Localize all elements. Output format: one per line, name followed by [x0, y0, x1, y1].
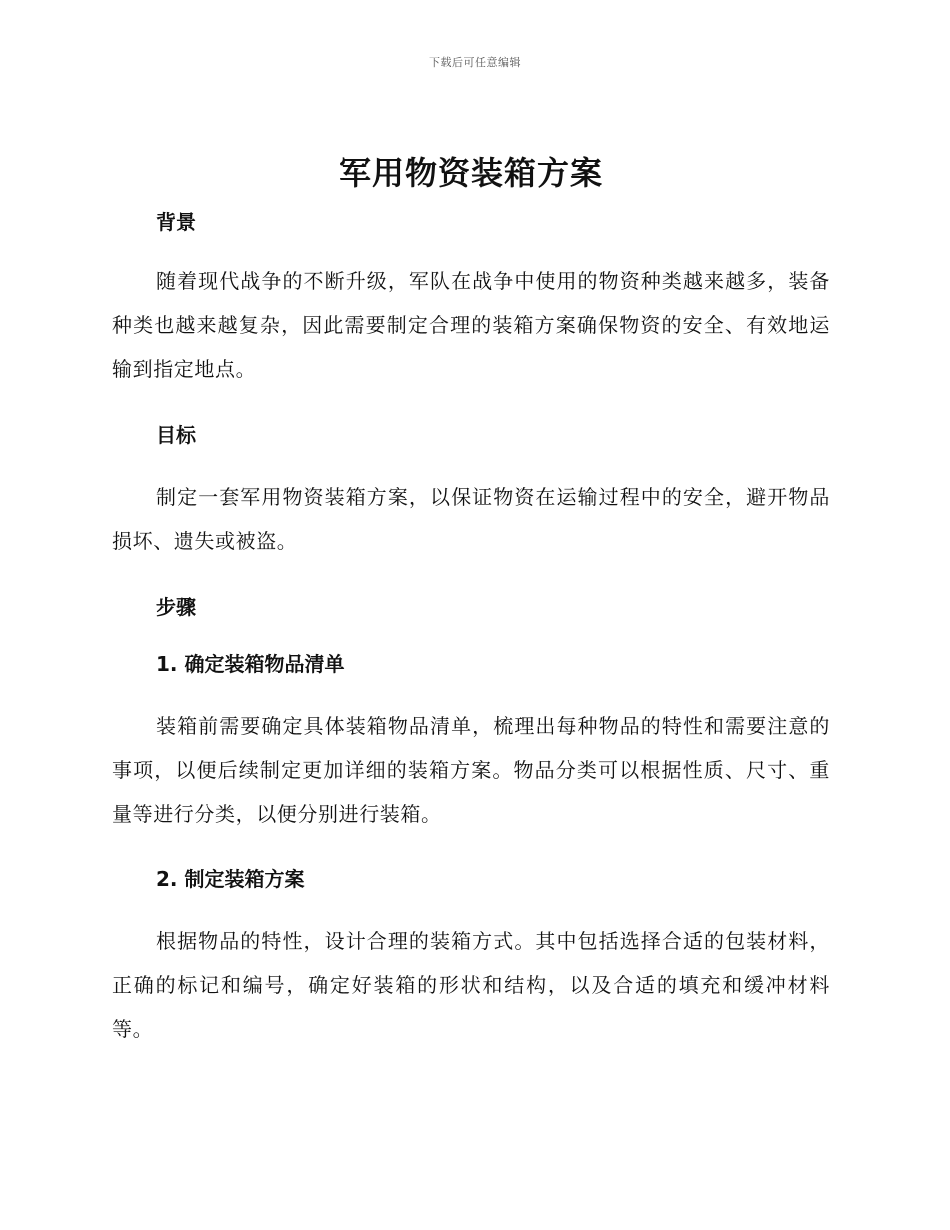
section-heading-background: 背景: [156, 210, 196, 234]
document-body: [112, 148, 830, 1051]
section-heading-goal: 目标: [156, 423, 196, 447]
section-heading-steps: 步骤: [156, 595, 196, 619]
header-note: 下载后可任意编辑: [429, 56, 521, 69]
paragraph-step-2: 根据物品的特性，设计合理的装箱方式。其中包括选择合适的包装材料，正确的标记和编号，确定好装箱的形状和结构，以及合适的填充和缓冲材料等。: [112, 929, 830, 1041]
paragraph-step-1: 装箱前需要确定具体装箱物品清单，梳理出每种物品的特性和需要注意的事项，以便后续制定更加详细的装箱方案。物品分类可以根据性质、尺寸、重量等进行分类，以便分别进行装箱。: [112, 714, 830, 826]
step-heading-1: 1. 确定装箱物品清单: [156, 652, 345, 676]
document-title: 军用物资装箱方案: [338, 154, 603, 192]
paragraph-background: 随着现代战争的不断升级，军队在战争中使用的物资种类越来越多，装备种类也越来越复杂，因此需要制定合理的装箱方案确保物资的安全、有效地运输到指定地点。: [112, 269, 830, 381]
paragraph-goal: 制定一套军用物资装箱方案，以保证物资在运输过程中的安全，避开物品损坏、遗失或被盗。: [112, 485, 830, 553]
step-heading-2: 2. 制定装箱方案: [156, 867, 305, 891]
